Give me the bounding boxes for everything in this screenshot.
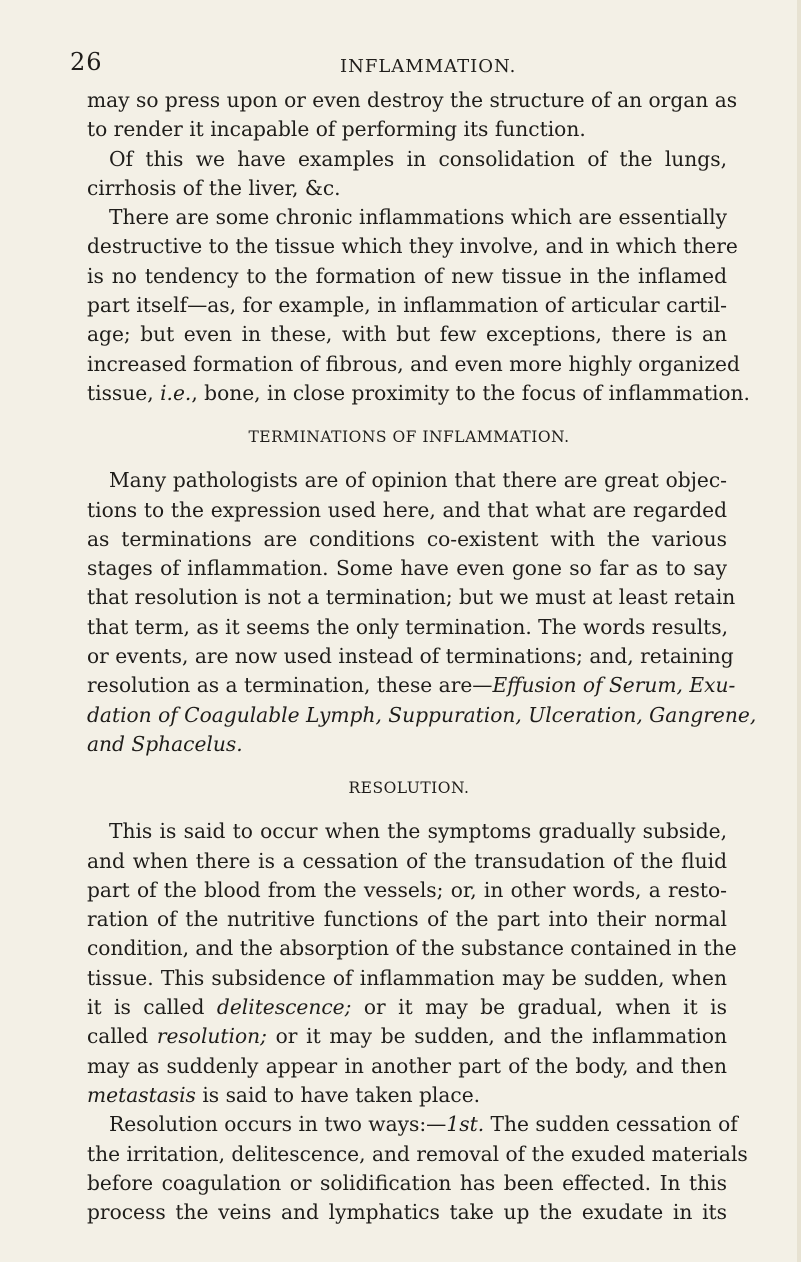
page-number: 26 xyxy=(70,48,103,76)
text-line: and when there is a cessation of the transudation of the fluid xyxy=(87,848,727,873)
text-line: part itself—as, for example, in inflammation of articular cartil- xyxy=(87,293,727,318)
section-heading-resolution: RESOLUTION. xyxy=(348,779,470,798)
text-line: cirrhosis of the liver, &c. xyxy=(87,175,341,200)
text-line: is no tendency to the formation of new tissue in the inflamed xyxy=(87,263,727,288)
text-line: or events, are now used instead of terminations; and, retaining xyxy=(87,644,734,669)
text-run: is said to have taken place. xyxy=(195,1082,481,1107)
italic-text: resolution; xyxy=(156,1024,267,1049)
text-line xyxy=(87,1110,738,1139)
text-line: tions to the expression used here, and that what are regarded xyxy=(87,497,727,522)
text-run: it is called xyxy=(87,995,217,1020)
text-run: called xyxy=(87,1024,157,1049)
text-line: process the veins and lymphatics take up the exudate in its xyxy=(87,1200,727,1225)
text-line xyxy=(87,1081,727,1110)
body-text xyxy=(87,86,757,1227)
text-line: condition, and the absorption of the substance contained in the xyxy=(87,936,737,961)
text-line: that term, as it seems the only termination. The words results, xyxy=(87,614,729,639)
text-line: ration of the nutritive functions of the part into their normal xyxy=(87,907,727,932)
text-run: The sudden cessation of xyxy=(484,1112,738,1137)
text-line: may as suddenly appear in another part of the body, and then xyxy=(87,1053,727,1078)
page-edge-shadow xyxy=(797,0,801,1262)
text-line: may so press upon or even destroy the structure of an organ as xyxy=(87,88,738,112)
text-line: Many pathologists are of opinion that there are great objec- xyxy=(109,468,727,493)
text-line: to render it incapable of performing its function. xyxy=(87,117,586,142)
italic-text: i.e. xyxy=(160,380,192,405)
italic-text: metastasis xyxy=(87,1082,196,1107)
text-run: resolution as a termination, these are— xyxy=(87,673,493,698)
text-line: tissue. This subsidence of inflammation may be sudden, when xyxy=(87,965,727,990)
text-line: This is said to occur when the symptoms gradually subside, xyxy=(109,819,727,844)
text-line: the irritation, delitescence, and removal of the exuded materials xyxy=(87,1141,748,1166)
text-line: that resolution is not a termination; but we must at least retain xyxy=(87,585,736,610)
italic-text: Effusion of Serum, Exu- xyxy=(492,673,736,698)
text-line xyxy=(87,1022,727,1051)
italic-text: delitescence; xyxy=(216,995,352,1020)
text-line: Of this we have examples in consolidation of the lungs, xyxy=(109,146,727,171)
text-run: Resolution occurs in two ways:— xyxy=(109,1112,447,1137)
text-run: , bone, in close proximity to the focus of inflammation. xyxy=(191,380,750,405)
text-line: stages of inflammation. Some have even gone so far as to say xyxy=(87,556,727,581)
text-line: age; but even in these, with but few exceptions, there is an xyxy=(87,322,727,347)
text-line xyxy=(87,671,736,700)
text-line xyxy=(87,993,727,1022)
text-line xyxy=(87,701,757,730)
text-line: There are some chronic inflammations which are essentially xyxy=(109,205,727,230)
text-line xyxy=(87,730,727,759)
text-line: destructive to the tissue which they involve, and in which there xyxy=(87,234,738,259)
text-line: increased formation of fibrous, and even more highly organized xyxy=(87,351,740,376)
italic-text: and Sphacelus. xyxy=(87,731,243,756)
text-run: tissue, xyxy=(87,380,161,405)
text-line: as terminations are conditions co-existent with the various xyxy=(87,526,727,551)
italic-text: dation of Coagulable Lymph, Suppuration, Ulceration, Gangrene, xyxy=(87,702,757,727)
running-title: INFLAMMATION. xyxy=(340,56,517,77)
text-line: part of the blood from the vessels; or, in other words, a resto- xyxy=(87,877,727,902)
text-line: before coagulation or solidification has been effected. In this xyxy=(87,1170,727,1195)
italic-text: 1st. xyxy=(446,1112,485,1137)
text-run: or it may be sudden, and the inflammation xyxy=(266,1024,727,1049)
section-heading-terminations: TERMINATIONS OF INFLAMMATION. xyxy=(248,428,570,447)
text-run: or it may be gradual, when it is xyxy=(351,995,727,1020)
text-line xyxy=(87,379,750,408)
